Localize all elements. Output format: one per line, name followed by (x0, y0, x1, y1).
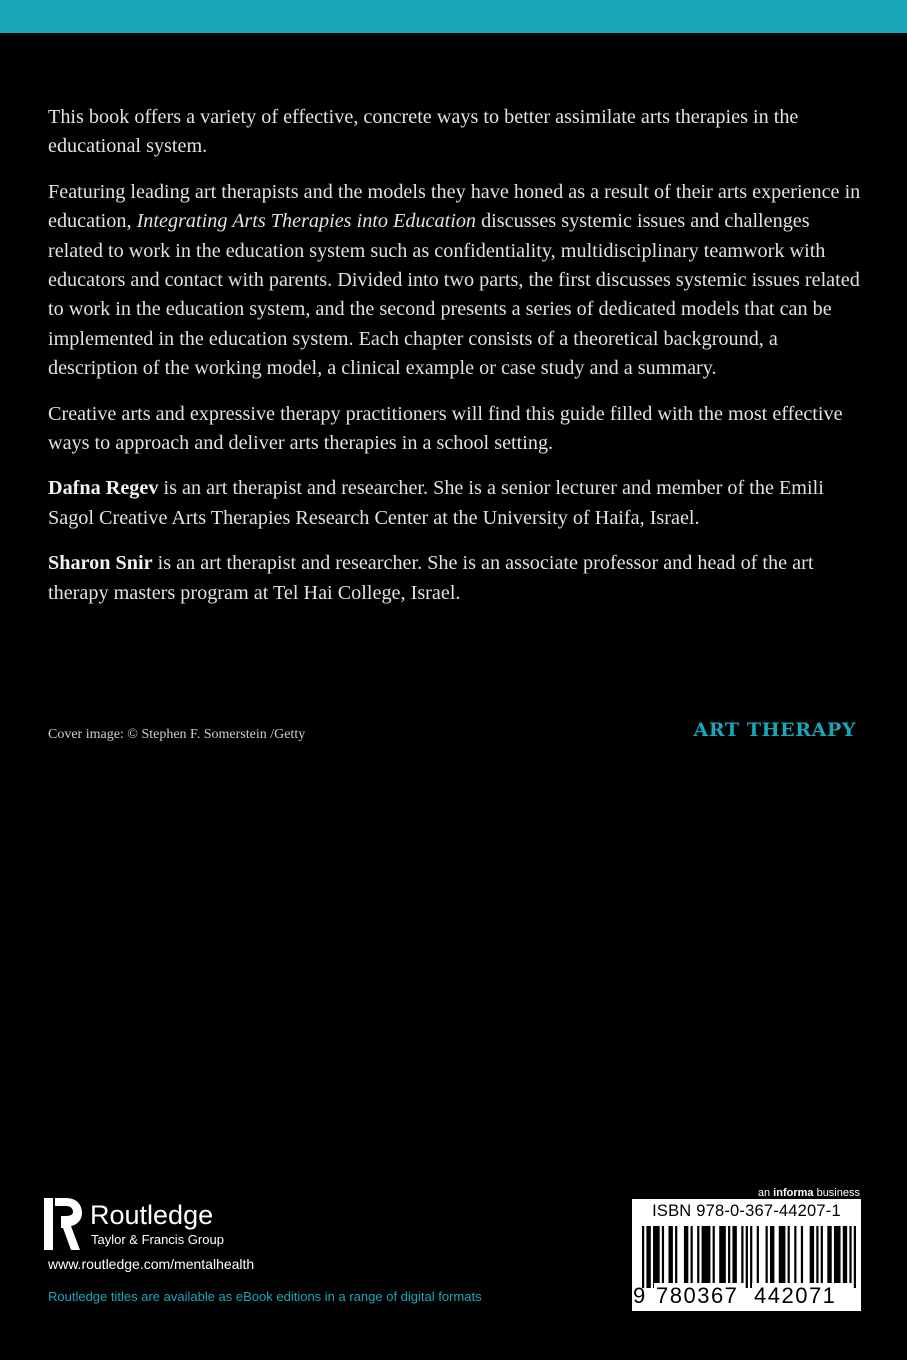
author-bio-text-1: is an art therapist and researcher. She is a senior lecturer and member of the Emili Sagol Creative Arts Therapies Research Center at the University of Haifa, Israel. (48, 477, 824, 529)
author-bio-1 (48, 474, 863, 533)
top-color-band (0, 0, 907, 33)
ebook-availability-note: Routledge titles are available as eBook editions in a range of digital formats (48, 1289, 482, 1304)
informa-suffix: business (813, 1187, 860, 1199)
blurb-p2-intro: Featuring leading art therapists and the models they have honed as a result of their arts experience in education, (48, 180, 861, 233)
barcode-digits-left: 780367 (654, 1283, 744, 1309)
barcode-digits-right: 442071 (752, 1283, 852, 1309)
informa-brand: informa (773, 1187, 814, 1199)
publisher-name: Routledge (90, 1200, 214, 1230)
barcode-digits (632, 1283, 861, 1309)
author-bio-text-2: is an art therapist and researcher. She is an associate professor and head of the art therapy masters program at Tel Hai College, Israel. (48, 552, 814, 604)
book-title-italic: Integrating Arts Therapies into Education (136, 210, 477, 233)
blurb-paragraph-1: This book offers a variety of effective, concrete ways to better assimilate arts therapies in the educational system. (48, 106, 799, 158)
cover-image-credit: Cover image: © Stephen F. Somerstein /Getty (48, 727, 306, 742)
isbn-label: ISBN 978-0-367-44207-1 (652, 1202, 841, 1220)
author-name-1: Dafna Regev (48, 477, 159, 500)
author-bio-2 (48, 549, 863, 608)
barcode-bars (642, 1226, 856, 1288)
back-cover-blurb (48, 103, 863, 624)
barcode-digit-lead: 9 (633, 1283, 646, 1308)
publisher-website: www.routledge.com/mentalhealth (48, 1256, 255, 1272)
blurb-paragraph-2 (48, 178, 863, 384)
blurb-paragraph-3: Creative arts and expressive therapy practitioners will find this guide filled with the most effective ways to approach and deliver arts therapies in a school setting. (48, 402, 843, 455)
subject-category: ART THERAPY (693, 719, 856, 741)
informa-business-label (758, 1187, 860, 1199)
blurb-p2-body: discusses systemic issues and challenges related to work in the education system such as confidentiality, multidisciplinary teamwork with educators and contact with parents. Divided into two parts, the first discusses systemic issues related to work in the education system, and the second presents a series of dedicated models that can be implemented in the education system. Each chapter consists of a theoretical background, a description of the working model, a clinical example or case study and a summary. (48, 210, 860, 380)
informa-prefix: an (757, 1187, 774, 1199)
routledge-emblem-icon (44, 1198, 84, 1250)
routledge-logo (44, 1198, 284, 1250)
publisher-group: Taylor & Francis Group (91, 1232, 224, 1247)
isbn-barcode (632, 1199, 861, 1311)
author-name-2: Sharon Snir (48, 552, 153, 575)
